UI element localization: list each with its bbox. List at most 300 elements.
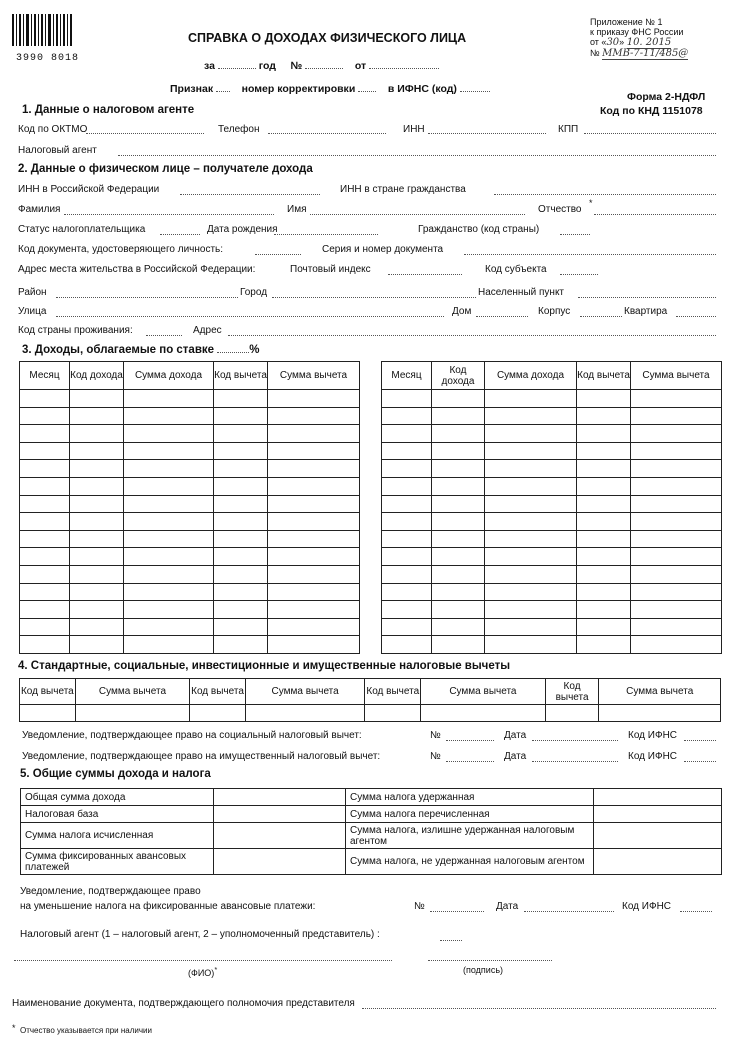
table-cell[interactable] <box>382 618 432 636</box>
name-field[interactable] <box>310 214 525 215</box>
postcode-field[interactable] <box>388 274 462 275</box>
table-cell[interactable] <box>20 636 70 654</box>
table-cell[interactable] <box>124 513 214 531</box>
table-cell[interactable] <box>577 407 631 425</box>
table-cell[interactable] <box>70 513 124 531</box>
income-row <box>382 583 722 601</box>
table-cell[interactable] <box>382 425 432 443</box>
notice-social-no-label: № <box>430 730 441 741</box>
table-cell[interactable] <box>214 460 268 478</box>
agent-type-field[interactable] <box>440 940 462 941</box>
table-cell[interactable] <box>214 407 268 425</box>
table-cell[interactable] <box>124 425 214 443</box>
table-cell[interactable] <box>268 442 360 460</box>
table-cell[interactable] <box>20 390 70 408</box>
ifns-field[interactable] <box>460 82 490 92</box>
city-field[interactable] <box>272 297 476 298</box>
deduction-code-header: Код вычета <box>365 679 421 705</box>
income-row <box>20 495 360 513</box>
table-cell[interactable] <box>382 636 432 654</box>
table-cell[interactable] <box>432 495 485 513</box>
table-cell[interactable] <box>631 495 722 513</box>
table-cell[interactable] <box>20 460 70 478</box>
totals-row <box>21 823 722 849</box>
table-cell[interactable] <box>485 407 577 425</box>
header-year-line <box>204 59 439 72</box>
table-cell[interactable] <box>577 442 631 460</box>
table-cell[interactable] <box>485 601 577 619</box>
table-cell[interactable] <box>214 636 268 654</box>
deduction-sum-header: Сумма вычета <box>268 362 360 390</box>
table-cell[interactable] <box>70 583 124 601</box>
table-cell[interactable] <box>631 442 722 460</box>
income-row <box>382 618 722 636</box>
table-cell[interactable] <box>20 530 70 548</box>
table-cell[interactable] <box>577 565 631 583</box>
locality-field[interactable] <box>578 297 716 298</box>
appendix-line2: к приказу ФНС России <box>590 27 684 37</box>
table-cell[interactable] <box>432 636 485 654</box>
table-cell[interactable] <box>124 390 214 408</box>
phone-label: Телефон <box>218 124 260 135</box>
table-cell[interactable] <box>70 618 124 636</box>
income-row <box>20 477 360 495</box>
table-cell[interactable] <box>382 460 432 478</box>
tax-withheld-label: Сумма налога удержанная <box>346 789 594 806</box>
locality-label: Населенный пункт <box>478 287 565 298</box>
deductions-header-row <box>20 679 721 705</box>
table-cell[interactable] <box>382 477 432 495</box>
table-cell[interactable] <box>577 495 631 513</box>
table-cell[interactable] <box>577 548 631 566</box>
table-cell[interactable] <box>70 548 124 566</box>
table-cell[interactable] <box>20 513 70 531</box>
table-cell[interactable] <box>631 548 722 566</box>
table-cell[interactable] <box>20 495 70 513</box>
table-cell[interactable] <box>577 460 631 478</box>
table-cell[interactable] <box>577 530 631 548</box>
table-cell[interactable] <box>214 495 268 513</box>
table-cell[interactable] <box>245 705 365 722</box>
fixed-advance-label: Сумма фиксированных авансовых платежей <box>21 849 214 875</box>
tax-over-withheld-value[interactable] <box>594 823 722 849</box>
table-cell[interactable] <box>70 425 124 443</box>
table-cell[interactable] <box>631 425 722 443</box>
table-cell[interactable] <box>432 513 485 531</box>
notice-advance-date-label: Дата <box>496 901 519 912</box>
table-cell[interactable] <box>70 442 124 460</box>
notice-property-no-field[interactable] <box>446 761 494 762</box>
table-cell[interactable] <box>382 583 432 601</box>
table-cell[interactable] <box>70 601 124 619</box>
table-cell[interactable] <box>20 442 70 460</box>
citizenship-label: Гражданство (код страны) <box>418 224 540 235</box>
table-cell[interactable] <box>268 530 360 548</box>
table-cell[interactable] <box>20 601 70 619</box>
table-cell[interactable] <box>485 425 577 443</box>
notice-social-label: Уведомление, подтверждающее право на социальный налоговый вычет: <box>22 730 362 741</box>
table-cell[interactable] <box>268 618 360 636</box>
income-row <box>20 513 360 531</box>
table-cell[interactable] <box>485 565 577 583</box>
table-cell[interactable] <box>268 548 360 566</box>
country-code-field[interactable] <box>146 335 182 336</box>
income-row <box>382 565 722 583</box>
agent-type-label: Налоговый агент (1 – налоговый агент, 2 – уполномоченный представитель) : <box>20 929 380 940</box>
table-cell[interactable] <box>485 460 577 478</box>
table-cell[interactable] <box>485 442 577 460</box>
table-cell[interactable] <box>20 425 70 443</box>
flat-field[interactable] <box>676 316 716 317</box>
income-row <box>20 565 360 583</box>
tax-not-withheld-value[interactable] <box>594 849 722 875</box>
income-row <box>382 636 722 654</box>
notice-property-date-field[interactable] <box>532 761 618 762</box>
signature-line[interactable] <box>428 960 552 961</box>
footnote-text: Отчество указывается при наличии <box>20 1026 152 1035</box>
table-cell[interactable] <box>124 407 214 425</box>
name-label: Имя <box>287 204 307 215</box>
rate-field[interactable] <box>217 343 249 353</box>
table-cell[interactable] <box>432 407 485 425</box>
date-field[interactable] <box>369 59 439 69</box>
god-label: год <box>258 60 276 72</box>
district-field[interactable] <box>56 297 238 298</box>
authority-doc-field[interactable] <box>362 1008 716 1009</box>
table-cell[interactable] <box>20 407 70 425</box>
table-cell[interactable] <box>485 618 577 636</box>
income-row <box>20 460 360 478</box>
table-cell[interactable] <box>485 548 577 566</box>
table-cell[interactable] <box>432 425 485 443</box>
barcode <box>12 14 72 46</box>
patronymic-star: * <box>589 198 593 208</box>
table-cell[interactable] <box>382 390 432 408</box>
table-cell[interactable] <box>20 565 70 583</box>
table-cell[interactable] <box>432 565 485 583</box>
barcode-number: 3990 8018 <box>16 53 80 64</box>
signature-caption: (подпись) <box>463 965 504 975</box>
birth-field[interactable] <box>274 234 378 235</box>
inn-field[interactable] <box>428 133 546 134</box>
tax-transferred-value[interactable] <box>594 806 722 823</box>
table-cell[interactable] <box>214 548 268 566</box>
table-cell[interactable] <box>577 390 631 408</box>
kpp-field[interactable] <box>584 133 716 134</box>
appendix-line3 <box>590 37 688 48</box>
table-cell[interactable] <box>432 583 485 601</box>
income-row <box>382 495 722 513</box>
table-cell[interactable] <box>20 705 76 722</box>
fio-line[interactable] <box>14 960 392 961</box>
address-rf-label: Адрес места жительства в Российской Федерации: <box>18 264 256 275</box>
table-cell[interactable] <box>214 618 268 636</box>
notice-advance-no-field[interactable] <box>430 911 484 912</box>
table-cell[interactable] <box>631 565 722 583</box>
table-cell[interactable] <box>432 390 485 408</box>
appendix-no-label: № <box>590 48 600 58</box>
table-cell[interactable] <box>268 636 360 654</box>
ot-label: от <box>354 60 367 72</box>
table-cell[interactable] <box>432 477 485 495</box>
table-cell[interactable] <box>577 477 631 495</box>
inn-country-field[interactable] <box>494 194 716 195</box>
table-cell[interactable] <box>577 513 631 531</box>
table-cell[interactable] <box>577 618 631 636</box>
section5-title: 5. Общие суммы дохода и налога <box>20 768 211 780</box>
table-cell[interactable] <box>268 460 360 478</box>
table-cell[interactable] <box>432 442 485 460</box>
income-row <box>20 636 360 654</box>
table-cell[interactable] <box>268 495 360 513</box>
table-cell[interactable] <box>631 460 722 478</box>
appendix-date-open: от « <box>590 37 607 47</box>
priznak-field[interactable] <box>216 82 230 92</box>
deduction-code-header: Код вычета <box>214 362 268 390</box>
authority-doc-label: Наименование документа, подтверждающего полномочия представителя <box>12 998 355 1009</box>
notice-property-ifns-field[interactable] <box>684 761 716 762</box>
table-cell[interactable] <box>124 548 214 566</box>
table-cell[interactable] <box>20 618 70 636</box>
table-cell[interactable] <box>214 390 268 408</box>
month-header: Месяц <box>20 362 70 390</box>
table-cell[interactable] <box>124 618 214 636</box>
street-field[interactable] <box>56 316 444 317</box>
table-cell[interactable] <box>214 513 268 531</box>
table-cell[interactable] <box>485 390 577 408</box>
totals-row <box>21 789 722 806</box>
table-cell[interactable] <box>382 565 432 583</box>
number-field[interactable] <box>305 59 343 69</box>
table-cell[interactable] <box>545 705 599 722</box>
income-row <box>20 530 360 548</box>
tax-over-withheld-label: Сумма налога, излишне удержанная налоговым агентом <box>346 823 594 849</box>
table-cell[interactable] <box>124 460 214 478</box>
table-cell[interactable] <box>432 530 485 548</box>
table-cell[interactable] <box>20 477 70 495</box>
deduction-code-header: Код вычета <box>20 679 76 705</box>
table-cell[interactable] <box>124 495 214 513</box>
section4-title: 4. Стандартные, социальные, инвестиционные и имущественные налоговые вычеты <box>18 660 511 672</box>
table-cell[interactable] <box>214 601 268 619</box>
table-cell[interactable] <box>382 495 432 513</box>
table-cell[interactable] <box>382 530 432 548</box>
table-cell[interactable] <box>124 636 214 654</box>
table-cell[interactable] <box>268 513 360 531</box>
year-field[interactable] <box>218 59 256 69</box>
table-cell[interactable] <box>577 583 631 601</box>
month-header: Месяц <box>382 362 432 390</box>
tax-withheld-value[interactable] <box>594 789 722 806</box>
table-cell[interactable] <box>631 601 722 619</box>
notice-social-no-field[interactable] <box>446 740 494 741</box>
notice-property-date-label: Дата <box>504 751 527 762</box>
table-cell[interactable] <box>214 442 268 460</box>
table-cell[interactable] <box>421 705 546 722</box>
table-cell[interactable] <box>124 477 214 495</box>
income-row <box>20 425 360 443</box>
surname-field[interactable] <box>64 214 274 215</box>
table-cell[interactable] <box>485 513 577 531</box>
postcode-label: Почтовый индекс <box>290 264 371 275</box>
table-cell[interactable] <box>485 495 577 513</box>
table-cell[interactable] <box>268 407 360 425</box>
table-cell[interactable] <box>70 495 124 513</box>
doc-series-label: Серия и номер документа <box>322 244 444 255</box>
oktmo-label: Код по ОКТМО <box>18 124 88 135</box>
building-field[interactable] <box>580 316 622 317</box>
table-cell[interactable] <box>70 565 124 583</box>
table-cell[interactable] <box>70 477 124 495</box>
correction-label: номер корректировки <box>241 83 356 95</box>
table-cell[interactable] <box>268 583 360 601</box>
income-row <box>382 548 722 566</box>
tax-calculated-value[interactable] <box>214 823 346 849</box>
tax-base-value[interactable] <box>214 806 346 823</box>
notice-social-date-label: Дата <box>504 730 527 741</box>
table-cell[interactable] <box>577 425 631 443</box>
table-cell[interactable] <box>432 548 485 566</box>
patronymic-field[interactable] <box>594 214 716 215</box>
table-cell[interactable] <box>599 705 721 722</box>
street-label: Улица <box>18 306 47 317</box>
region-field[interactable] <box>560 274 598 275</box>
table-cell[interactable] <box>485 530 577 548</box>
priznak-label: Признак <box>170 83 214 95</box>
notice-advance-ifns-field[interactable] <box>680 911 712 912</box>
table-cell[interactable] <box>485 583 577 601</box>
deductions-row <box>20 705 721 722</box>
tax-base-label: Налоговая база <box>21 806 214 823</box>
income-table-right <box>381 361 722 654</box>
table-cell[interactable] <box>124 583 214 601</box>
country-code-label: Код страны проживания: <box>18 325 133 336</box>
table-cell[interactable] <box>124 530 214 548</box>
income-header-row <box>20 362 360 390</box>
table-cell[interactable] <box>70 530 124 548</box>
section1-title: 1. Данные о налоговом агенте <box>22 104 195 116</box>
doc-series-field[interactable] <box>464 254 716 255</box>
table-cell[interactable] <box>432 618 485 636</box>
table-cell[interactable] <box>382 548 432 566</box>
table-cell[interactable] <box>485 636 577 654</box>
inn-rf-field[interactable] <box>180 194 320 195</box>
table-cell[interactable] <box>365 705 421 722</box>
table-cell[interactable] <box>268 565 360 583</box>
total-income-value[interactable] <box>214 789 346 806</box>
notice-advance-date-field[interactable] <box>524 911 614 912</box>
table-cell[interactable] <box>214 425 268 443</box>
income-row <box>382 442 722 460</box>
table-cell[interactable] <box>214 565 268 583</box>
table-cell[interactable] <box>631 407 722 425</box>
notice-social-date-field[interactable] <box>532 740 618 741</box>
table-cell[interactable] <box>20 548 70 566</box>
citizenship-field[interactable] <box>560 234 590 235</box>
tax-calculated-label: Сумма налога исчисленная <box>21 823 214 849</box>
income-row <box>382 513 722 531</box>
table-cell[interactable] <box>432 601 485 619</box>
table-cell[interactable] <box>577 601 631 619</box>
house-field[interactable] <box>476 316 528 317</box>
deduction-code-header: Код вычета <box>545 679 599 705</box>
table-cell[interactable] <box>124 565 214 583</box>
table-cell[interactable] <box>20 583 70 601</box>
table-cell[interactable] <box>577 636 631 654</box>
table-cell[interactable] <box>124 442 214 460</box>
table-cell[interactable] <box>268 601 360 619</box>
table-cell[interactable] <box>432 460 485 478</box>
barcode-icon <box>12 14 72 46</box>
table-cell[interactable] <box>268 390 360 408</box>
deduction-sum-header: Сумма вычета <box>599 679 721 705</box>
totals-row <box>21 849 722 875</box>
table-cell[interactable] <box>214 530 268 548</box>
table-cell[interactable] <box>268 477 360 495</box>
table-cell[interactable] <box>631 477 722 495</box>
status-field[interactable] <box>160 234 200 235</box>
table-cell[interactable] <box>70 636 124 654</box>
ifns-label: в ИФНС (код) <box>387 83 457 95</box>
correction-field[interactable] <box>358 82 376 92</box>
income-code-header: Код дохода <box>70 362 124 390</box>
table-cell[interactable] <box>631 390 722 408</box>
agent-label: Налоговый агент <box>18 145 97 156</box>
table-cell[interactable] <box>485 477 577 495</box>
income-row <box>382 407 722 425</box>
notice-advance-label-2: на уменьшение налога на фиксированные авансовые платежи: <box>20 901 316 912</box>
table-cell[interactable] <box>268 425 360 443</box>
notice-social-ifns-field[interactable] <box>684 740 716 741</box>
table-cell[interactable] <box>70 390 124 408</box>
handwritten-date: 10. 2015 <box>626 37 672 48</box>
table-cell[interactable] <box>382 407 432 425</box>
table-cell[interactable] <box>75 705 189 722</box>
table-cell[interactable] <box>631 513 722 531</box>
address-field[interactable] <box>228 335 716 336</box>
table-cell[interactable] <box>214 477 268 495</box>
agent-field[interactable] <box>118 155 716 156</box>
deduction-sum-header: Сумма вычета <box>75 679 189 705</box>
birth-label: Дата рождения <box>207 224 278 235</box>
deduction-sum-header: Сумма вычета <box>245 679 365 705</box>
inn-rf-label: ИНН в Российской Федерации <box>18 184 160 195</box>
table-cell[interactable] <box>382 513 432 531</box>
footnote-star: * <box>12 1023 16 1033</box>
oktmo-field[interactable] <box>86 133 204 134</box>
notice-property-label: Уведомление, подтверждающее право на имущественный налоговый вычет: <box>22 751 381 762</box>
table-cell[interactable] <box>631 530 722 548</box>
notice-advance-ifns-label: Код ИФНС <box>622 901 672 912</box>
doc-code-field[interactable] <box>255 254 301 255</box>
table-cell[interactable] <box>631 583 722 601</box>
income-row <box>20 548 360 566</box>
fixed-advance-value[interactable] <box>214 849 346 875</box>
table-cell[interactable] <box>214 583 268 601</box>
notice-advance-no-label: № <box>414 901 425 912</box>
notice-property-no-label: № <box>430 751 441 762</box>
table-cell[interactable] <box>382 601 432 619</box>
deduction-code-header: Код вычета <box>190 679 246 705</box>
table-cell[interactable] <box>631 636 722 654</box>
table-cell[interactable] <box>70 460 124 478</box>
table-cell[interactable] <box>124 601 214 619</box>
table-cell[interactable] <box>70 407 124 425</box>
table-cell[interactable] <box>631 618 722 636</box>
phone-field[interactable] <box>268 133 386 134</box>
table-cell[interactable] <box>382 442 432 460</box>
table-cell[interactable] <box>190 705 246 722</box>
